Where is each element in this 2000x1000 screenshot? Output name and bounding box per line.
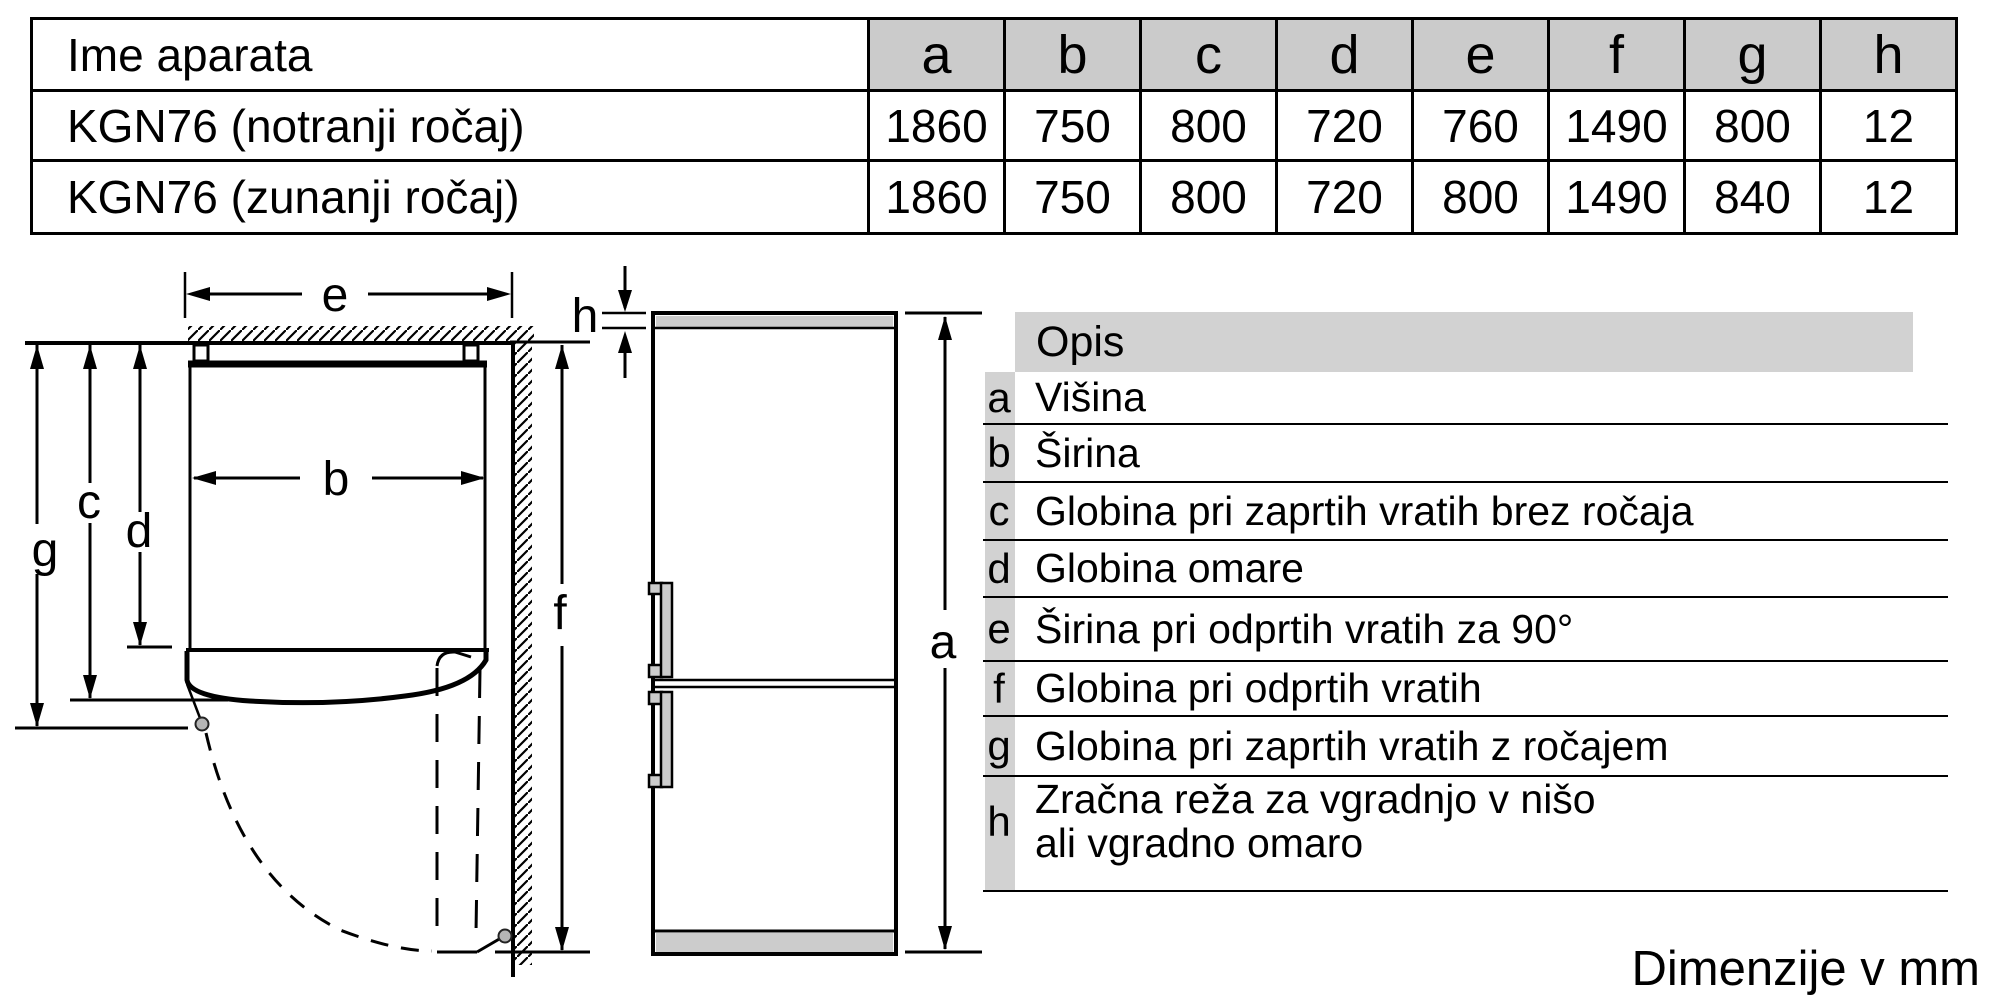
value-a: 1860 <box>869 91 1005 161</box>
dimension-f <box>495 342 590 952</box>
door-swing-arc <box>206 733 432 951</box>
legend-label: Širina <box>1035 429 1140 476</box>
value-b: 750 <box>1005 161 1141 234</box>
header-dim-e: e <box>1413 19 1549 91</box>
wall-hatching <box>188 326 534 965</box>
dimension-g <box>15 345 188 728</box>
legend-key: b <box>987 429 1011 476</box>
legend-label: Širina pri odprtih vratih za 90° <box>1035 605 1574 652</box>
legend-key: f <box>993 664 1005 712</box>
legend-row-b <box>983 425 1948 483</box>
dimension-h <box>572 266 646 378</box>
legend-row-a <box>983 372 1948 425</box>
hinge-link-right <box>477 938 501 952</box>
dim-label-c: c <box>77 476 101 529</box>
header-ime-aparata: Ime aparata <box>32 19 869 91</box>
legend-row-h <box>983 777 1948 892</box>
legend-label: Globina omare <box>1035 545 1304 591</box>
legend-key: d <box>987 544 1011 592</box>
header-dim-b: b <box>1005 19 1141 91</box>
door-pivot-left <box>196 718 209 731</box>
value-e: 800 <box>1413 161 1549 234</box>
side-view <box>572 266 982 954</box>
dim-label-h: h <box>571 290 599 343</box>
value-f: 1490 <box>1549 161 1685 234</box>
dimension-e <box>185 269 512 322</box>
legend-key: g <box>987 722 1011 769</box>
dim-label-g: g <box>31 524 59 577</box>
header-dim-g: g <box>1685 19 1821 91</box>
value-f: 1490 <box>1549 91 1685 161</box>
legend-row-e <box>983 598 1948 662</box>
value-g: 840 <box>1685 161 1821 234</box>
header-dim-f: f <box>1549 19 1685 91</box>
model-name: KGN76 (zunanji ročaj) <box>32 161 869 234</box>
value-b: 750 <box>1005 91 1141 161</box>
door-open-top-edge <box>437 652 471 666</box>
value-d: 720 <box>1277 161 1413 234</box>
header-dim-d: d <box>1277 19 1413 91</box>
fridge-body <box>653 313 896 954</box>
legend-label <box>1035 777 1596 890</box>
dim-label-d: d <box>125 505 153 558</box>
legend-key: a <box>987 373 1011 421</box>
legend-key: c <box>988 487 1010 534</box>
door-swing <box>187 652 512 952</box>
legend-label: Višina <box>1035 374 1146 420</box>
legend-row-g <box>983 717 1948 777</box>
rear-spacer-right <box>464 345 478 361</box>
dimension-a <box>905 313 982 952</box>
legend-row-d <box>983 541 1948 598</box>
legend-label: Globina pri zaprtih vratih z ročajem <box>1035 722 1669 769</box>
door-closed-front <box>187 651 486 703</box>
legend-row-f <box>983 662 1948 717</box>
door-open-right-edge <box>476 670 480 933</box>
plinth-strip <box>656 933 893 952</box>
legend-row-c <box>983 483 1948 541</box>
door-pivot-right <box>499 930 512 943</box>
rear-spacer-left <box>194 345 208 361</box>
legend-header-opis: Opis <box>1015 312 1913 372</box>
dim-label-a: a <box>929 616 957 669</box>
units-note: Dimenzije v mm <box>1631 942 1980 996</box>
legend-label: Globina pri zaprtih vratih brez ročaja <box>1035 487 1694 534</box>
legend-table <box>983 312 1950 892</box>
header-dim-a: a <box>869 19 1005 91</box>
air-gap-strip <box>656 316 893 327</box>
dim-label-b: b <box>322 453 350 506</box>
value-h: 12 <box>1821 91 1957 161</box>
header-dim-h: h <box>1821 19 1957 91</box>
legend-label-line1: Zračna reža za vgradnjo v nišo <box>1035 776 1596 822</box>
value-e: 760 <box>1413 91 1549 161</box>
legend-key: h <box>987 798 1011 845</box>
legend-key: e <box>987 605 1011 652</box>
model-name: KGN76 (notranji ročaj) <box>32 91 869 161</box>
value-c: 800 <box>1141 161 1277 234</box>
dim-label-f: f <box>553 587 567 640</box>
header-dim-c: c <box>1141 19 1277 91</box>
dimension-b <box>192 453 485 506</box>
value-c: 800 <box>1141 91 1277 161</box>
top-view <box>15 269 590 977</box>
value-h: 12 <box>1821 161 1957 234</box>
legend-label: Globina pri odprtih vratih <box>1035 665 1482 711</box>
legend-label-line2: ali vgradno omaro <box>1035 820 1364 866</box>
dim-label-e: e <box>321 269 349 322</box>
value-g: 800 <box>1685 91 1821 161</box>
value-d: 720 <box>1277 91 1413 161</box>
dimension-d <box>126 345 172 647</box>
value-a: 1860 <box>869 161 1005 234</box>
